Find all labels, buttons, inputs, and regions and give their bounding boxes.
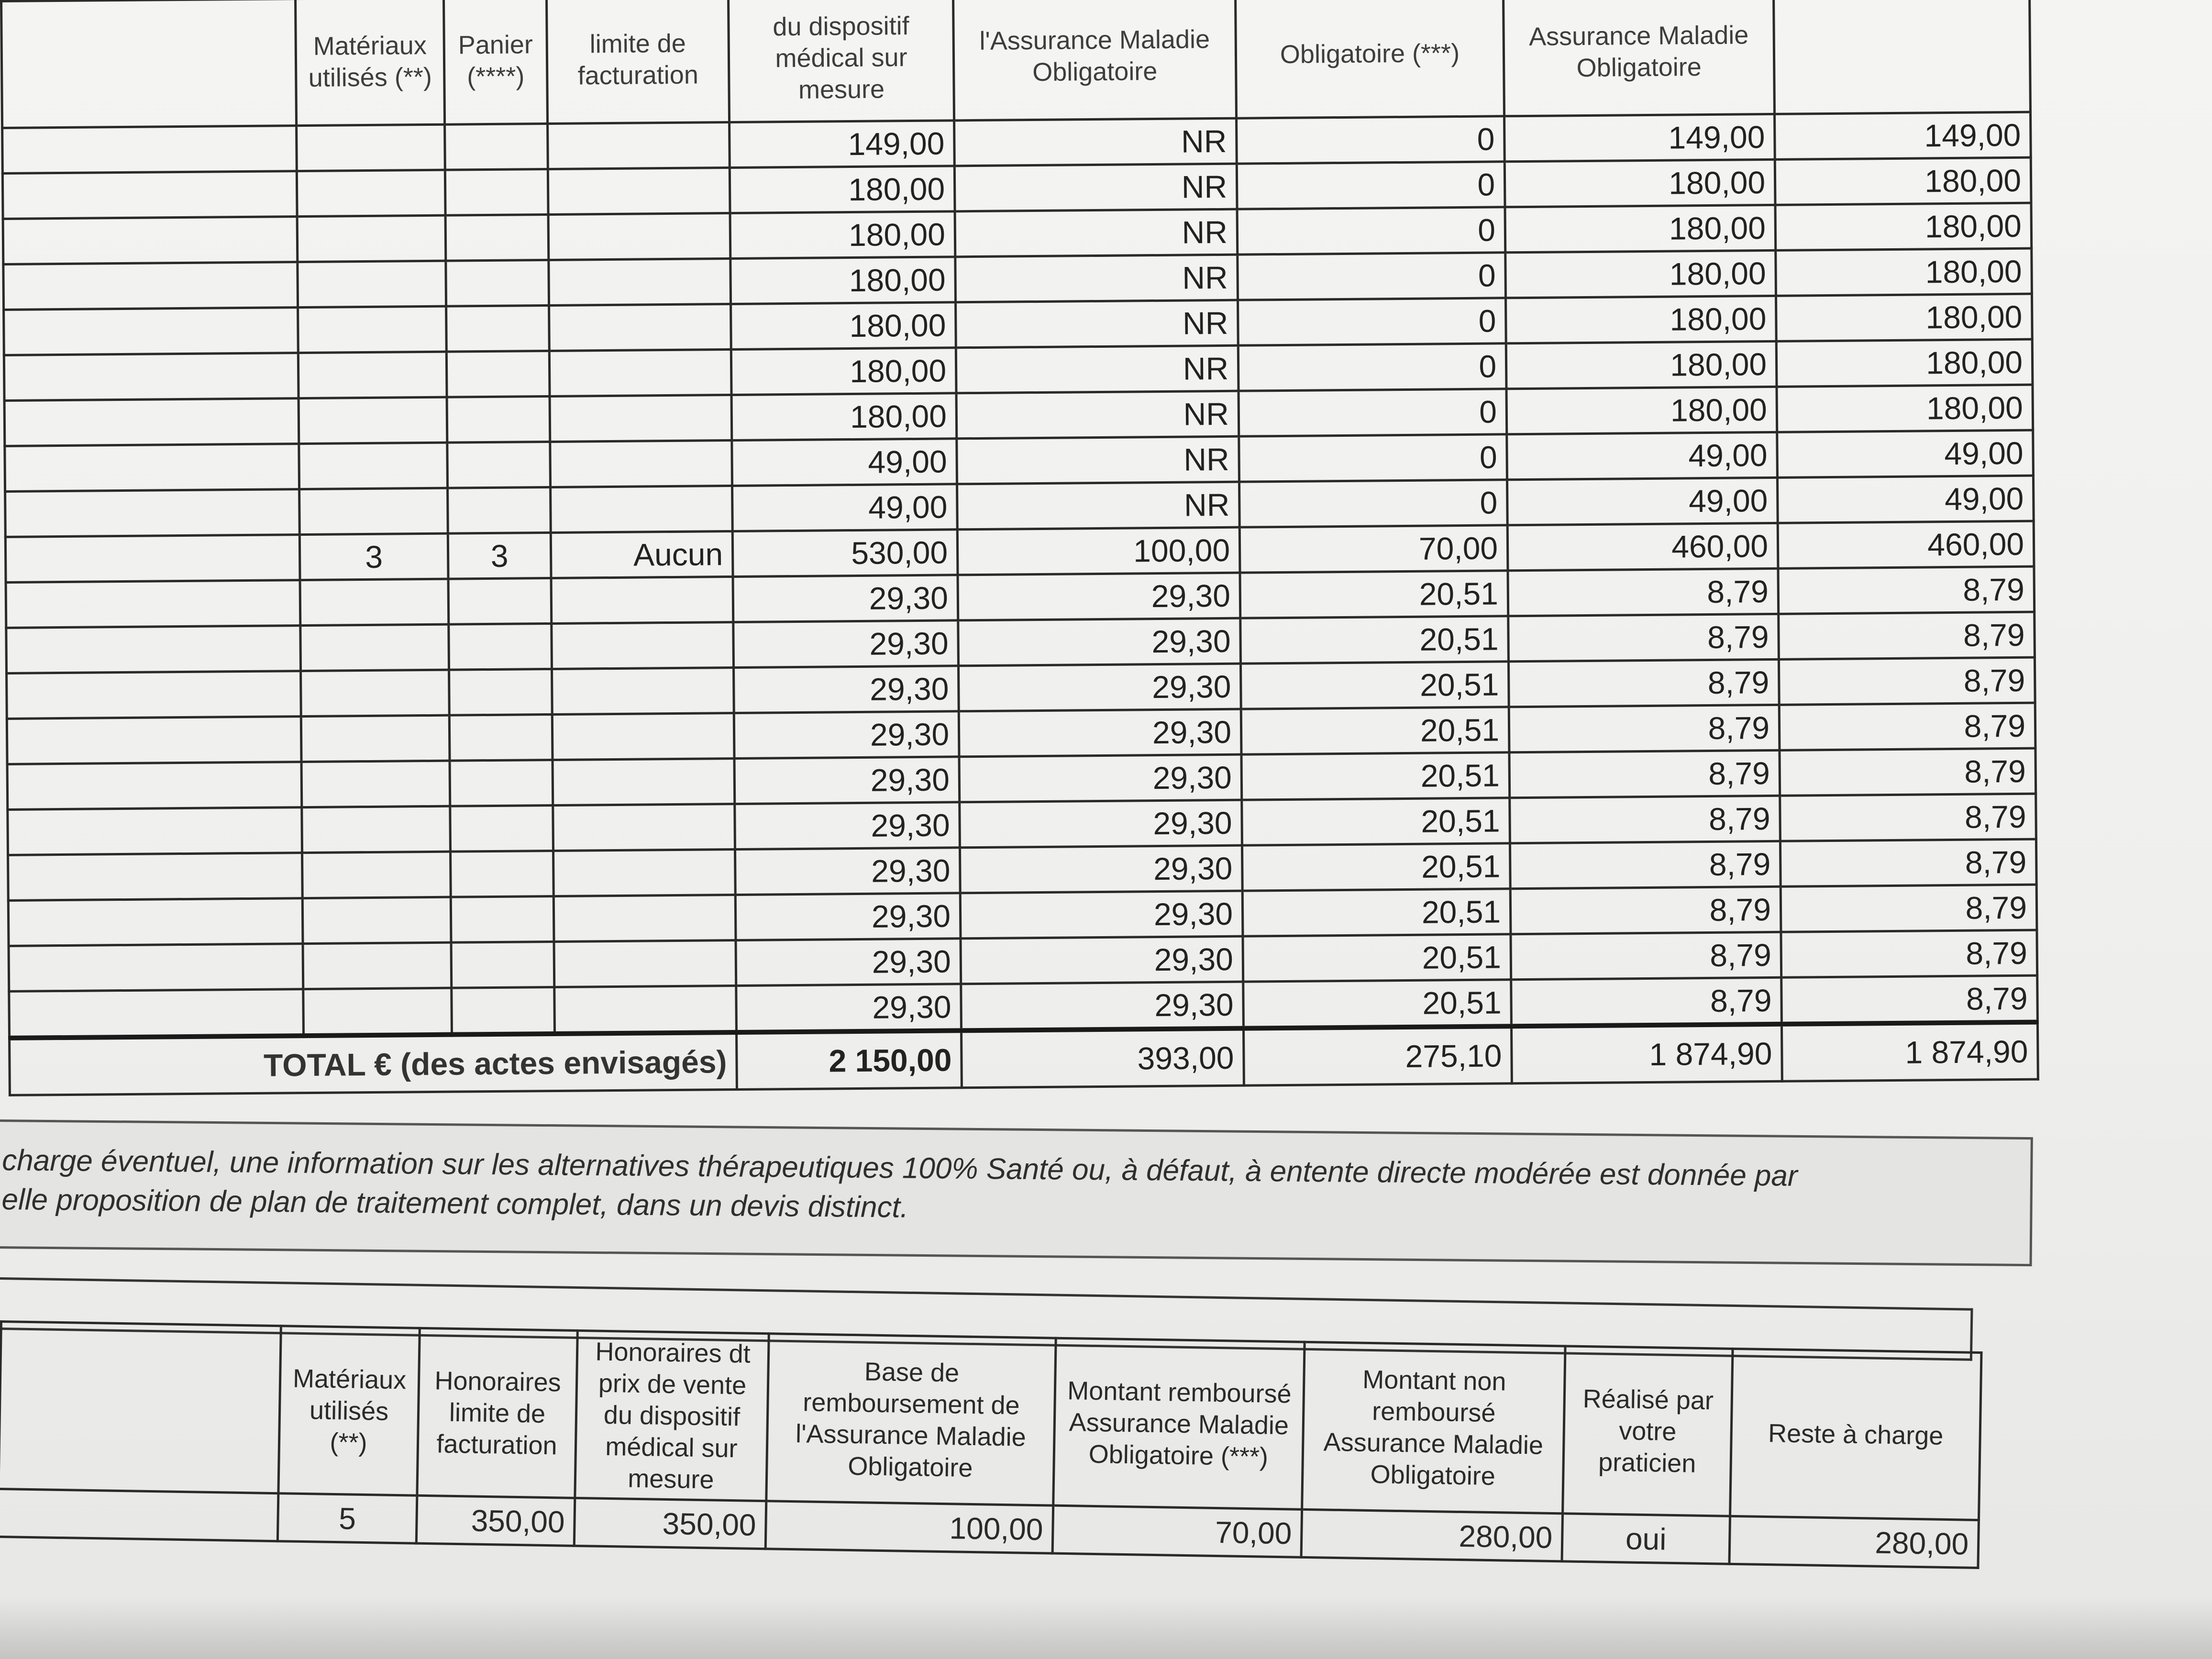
table-cell: 8,79 <box>1781 885 2037 932</box>
table-cell <box>302 806 451 852</box>
table-cell <box>5 444 299 492</box>
header-cell: Matériaux utilisés (**) <box>278 1326 420 1496</box>
table-cell <box>5 489 300 537</box>
table-cell: oui <box>1562 1514 1730 1564</box>
table-cell: 8,79 <box>1781 930 2037 977</box>
header-cell <box>0 1322 281 1493</box>
total-value: 2 150,00 <box>736 1030 962 1089</box>
total-value: 1 874,90 <box>1781 1022 2038 1082</box>
table-cell <box>446 260 549 307</box>
table-cell: 29,30 <box>734 757 960 804</box>
table-cell: 29,30 <box>735 893 961 940</box>
table-cell: 180,00 <box>1505 296 1776 343</box>
table-cell <box>5 535 300 583</box>
table-cell: 180,00 <box>1505 205 1776 252</box>
table-header-row <box>0 1322 1981 1520</box>
total-value: 393,00 <box>961 1029 1244 1088</box>
table-cell: 49,00 <box>732 439 957 486</box>
table-cell <box>298 352 447 398</box>
table-cell: 180,00 <box>730 211 955 259</box>
table-cell <box>449 669 553 715</box>
table-cell <box>550 441 732 487</box>
table-cell: 180,00 <box>1506 387 1777 434</box>
table-cell: 149,00 <box>1504 114 1775 161</box>
table-cell <box>549 259 731 306</box>
table-cell: 29,30 <box>734 711 959 759</box>
table-cell <box>449 714 553 761</box>
table-cell: 29,30 <box>961 936 1243 984</box>
table-cell <box>301 670 450 716</box>
table-cell: 180,00 <box>731 393 957 441</box>
table-cell: 0 <box>1238 253 1506 300</box>
table-cell <box>451 896 554 942</box>
table-cell: 8,79 <box>1509 750 1780 797</box>
table-cell <box>4 353 299 401</box>
table-cell <box>549 304 731 351</box>
table-cell: 70,00 <box>1052 1505 1302 1557</box>
table-cell <box>3 217 298 265</box>
header-cell: Honoraires limite de facturation <box>417 1328 577 1498</box>
table-cell: 49,00 <box>732 484 958 531</box>
table-cell <box>553 758 735 805</box>
table-cell <box>452 987 555 1034</box>
table-cell <box>9 989 304 1038</box>
table-cell <box>6 626 301 674</box>
table-cell: 350,00 <box>574 1498 766 1548</box>
table-cell <box>302 897 451 943</box>
table-cell <box>297 170 445 216</box>
table-cell: 20,51 <box>1242 798 1510 845</box>
table-cell: 8,79 <box>1508 614 1779 661</box>
header-cell: Obligatoire (***) <box>1235 0 1504 118</box>
notice-line: elle proposition de plan de traitement complet, dans un devis distinct. <box>1 1183 909 1224</box>
alternative-quote-table <box>0 1320 1982 1569</box>
table-cell: NR <box>956 345 1239 393</box>
table-cell <box>8 807 302 855</box>
table-cell: 180,00 <box>1776 248 2032 296</box>
table-cell <box>303 988 452 1036</box>
table-cell <box>553 849 736 896</box>
header-cell <box>1773 0 2030 114</box>
table-cell: 20,51 <box>1243 934 1511 982</box>
table-cell <box>298 306 447 353</box>
table-cell <box>548 168 730 215</box>
header-cell: Base de remboursement de l'Assurance Maladie Obligatoire <box>766 1334 1056 1505</box>
table-cell <box>4 398 299 446</box>
table-cell <box>7 717 301 764</box>
table-cell: 0 <box>1238 343 1506 391</box>
table-cell: 149,00 <box>1774 112 2031 159</box>
header-cell: Réalisé par votre praticien <box>1563 1346 1733 1516</box>
table-cell: NR <box>957 482 1240 530</box>
table-cell: 8,79 <box>1508 568 1779 616</box>
table-cell <box>300 579 449 625</box>
table-header-row <box>1 0 2031 128</box>
table-cell <box>2 171 297 219</box>
table-cell: 29,30 <box>959 754 1242 802</box>
table-cell: 20,51 <box>1241 707 1509 754</box>
table-cell <box>552 667 734 714</box>
table-cell: 20,51 <box>1241 752 1510 800</box>
table-cell: 180,00 <box>1506 341 1777 388</box>
notice-line: charge éventuel, une information sur les alternatives thérapeutiques 100% Santé ou, à défaut, à entente directe modérée est donnée par <box>1 1144 1798 1193</box>
table-cell <box>445 215 549 261</box>
table-cell <box>553 895 736 941</box>
header-cell: Panier (****) <box>443 0 547 124</box>
table-cell <box>449 623 552 670</box>
table-cell: 29,30 <box>960 891 1243 939</box>
table-cell <box>8 898 303 946</box>
table-cell: 0 <box>1237 116 1505 164</box>
table-cell: 180,00 <box>731 348 956 395</box>
table-cell: 350,00 <box>416 1495 575 1546</box>
header-cell: du dispositif médical sur mesure <box>728 0 954 122</box>
table-cell <box>301 761 450 807</box>
table-cell <box>300 624 449 671</box>
table-cell <box>2 126 297 174</box>
table-cell <box>548 122 730 169</box>
table-cell: NR <box>954 118 1237 166</box>
table-cell: 20,51 <box>1240 662 1509 709</box>
table-cell: 8,79 <box>1510 796 1781 843</box>
table-cell <box>451 941 554 988</box>
table-cell <box>298 261 446 307</box>
table-cell: 180,00 <box>1775 157 2031 205</box>
header-cell: Montant non remboursé Assurance Maladie Obligatoire <box>1302 1342 1565 1514</box>
table-cell: 29,30 <box>961 982 1244 1030</box>
table-cell: 530,00 <box>732 530 958 577</box>
table-cell: 180,00 <box>730 166 955 213</box>
table-cell: 20,51 <box>1240 616 1509 664</box>
table-cell: 8,79 <box>1780 794 2036 841</box>
table-cell: 29,30 <box>735 802 960 850</box>
table-cell <box>450 760 553 806</box>
table-cell: 0 <box>1239 480 1507 527</box>
table-cell <box>299 488 448 534</box>
table-cell <box>446 306 550 352</box>
table-cell <box>297 215 446 262</box>
table-cell: 29,30 <box>733 620 959 668</box>
table-cell: 0 <box>1239 434 1507 482</box>
total-value: 275,10 <box>1243 1026 1512 1085</box>
table-cell: 29,30 <box>734 666 959 713</box>
table-cell: 49,00 <box>1507 432 1778 479</box>
table-cell: 180,00 <box>730 257 956 304</box>
table-cell: 180,00 <box>1777 385 2033 432</box>
table-cell <box>445 169 548 216</box>
table-cell: 8,79 <box>1509 705 1780 752</box>
header-cell: Honoraires dt prix de vente du dispositif médical sur mesure <box>575 1330 769 1501</box>
table-cell <box>450 805 553 852</box>
table-cell: 29,30 <box>960 845 1242 893</box>
table-cell <box>6 580 300 628</box>
information-notice <box>0 1119 2033 1266</box>
table-cell <box>446 351 550 398</box>
table-cell <box>451 851 554 897</box>
table-cell: 29,30 <box>733 575 958 622</box>
table-cell <box>448 578 552 624</box>
table-cell: 20,51 <box>1242 843 1510 891</box>
table-cell <box>299 442 448 489</box>
table-cell: 180,00 <box>1776 294 2032 341</box>
table-cell: 8,79 <box>1510 886 1781 934</box>
table-cell: 8,79 <box>1781 975 2038 1024</box>
table-cell: 70,00 <box>1239 525 1508 573</box>
header-cell: Assurance Maladie Obligatoire <box>1503 0 1774 116</box>
table-cell: 0 <box>1239 389 1507 436</box>
table-cell: 0 <box>1238 298 1506 345</box>
table-cell <box>447 442 551 488</box>
header-cell: Montant remboursé Assurance Maladie Obligatoire (***) <box>1053 1338 1305 1509</box>
table-cell: 3 <box>448 532 551 579</box>
table-cell: 29,30 <box>736 984 962 1032</box>
total-value: 1 874,90 <box>1511 1024 1782 1084</box>
table-cell: NR <box>957 436 1239 484</box>
table-cell: 280,00 <box>1301 1509 1563 1561</box>
table-cell: 8,79 <box>1778 566 2035 614</box>
table-cell: 3 <box>299 533 448 580</box>
table-cell: 29,30 <box>735 848 960 895</box>
table-cell: 280,00 <box>1729 1516 1979 1568</box>
header-cell: Matériaux utilisés (**) <box>296 0 445 126</box>
table-cell <box>551 486 733 533</box>
table-cell: 8,79 <box>1779 703 2035 750</box>
table-cell: 180,00 <box>1504 159 1775 207</box>
table-cell: 8,79 <box>1779 612 2035 659</box>
table-cell: 49,00 <box>1777 430 2034 477</box>
table-cell: 20,51 <box>1243 980 1512 1029</box>
table-cell: 8,79 <box>1508 659 1779 707</box>
table-cell: 49,00 <box>1777 476 2034 523</box>
table-cell: 5 <box>277 1493 417 1544</box>
table-cell: 29,30 <box>960 800 1242 848</box>
table-cell <box>299 397 447 443</box>
table-cell <box>4 308 299 355</box>
header-cell: limite de facturation <box>546 0 729 124</box>
table-cell <box>7 762 302 810</box>
header-cell: Reste à charge <box>1730 1349 1981 1520</box>
table-cell: 20,51 <box>1242 889 1511 936</box>
table-cell <box>445 124 548 170</box>
header-cell: l'Assurance Maladie Obligatoire <box>953 0 1236 121</box>
table-cell: 460,00 <box>1507 523 1778 570</box>
table-cell <box>550 395 732 442</box>
table-cell: NR <box>954 164 1237 211</box>
table-cell <box>552 622 734 669</box>
photo-shadow <box>0 1598 2212 1659</box>
table-cell: 29,30 <box>958 664 1241 711</box>
table-cell: NR <box>955 209 1238 257</box>
table-cell: NR <box>955 254 1238 302</box>
table-cell: 29,30 <box>958 573 1240 620</box>
table-cell <box>301 715 450 762</box>
table-cell <box>7 671 301 719</box>
table-cell: 180,00 <box>731 302 956 350</box>
table-cell <box>8 853 303 901</box>
table-cell <box>302 852 451 898</box>
table-cell <box>448 487 551 533</box>
table-cell: 100,00 <box>957 527 1240 575</box>
table-cell <box>303 942 452 989</box>
table-cell: 100,00 <box>765 1501 1053 1553</box>
table-cell: Aucun <box>551 531 733 578</box>
table-cell: 8,79 <box>1779 657 2035 705</box>
table-cell: 149,00 <box>730 121 955 168</box>
table-cell <box>549 350 731 397</box>
table-cell <box>548 213 730 260</box>
total-label: TOTAL € (des actes envisagés) <box>10 1032 737 1095</box>
table-cell: 29,30 <box>959 709 1241 757</box>
table-cell <box>0 1489 278 1541</box>
table-cell: 460,00 <box>1778 521 2034 568</box>
table-cell <box>554 985 737 1033</box>
table-cell: 8,79 <box>1511 932 1781 979</box>
table-cell: NR <box>956 300 1239 348</box>
table-cell <box>551 577 733 624</box>
table-cell: 180,00 <box>1775 203 2032 250</box>
table-cell <box>447 397 550 443</box>
table-cell: 20,51 <box>1240 571 1508 618</box>
header-cell <box>1 0 297 128</box>
table-cell: 8,79 <box>1510 841 1781 888</box>
table-cell: 180,00 <box>1505 250 1776 298</box>
table-cell: 49,00 <box>1507 477 1778 525</box>
table-cell: 8,79 <box>1780 839 2036 886</box>
table-cell: 0 <box>1237 162 1505 209</box>
table-cell: 180,00 <box>1776 339 2033 387</box>
table-cell <box>3 262 298 310</box>
table-cell: 0 <box>1237 207 1505 254</box>
table-cell: NR <box>956 391 1239 439</box>
table-cell: 8,79 <box>1780 748 2036 796</box>
table-cell <box>9 944 303 992</box>
table-cell <box>554 940 736 987</box>
table-cell <box>552 713 734 760</box>
table-cell: 8,79 <box>1511 977 1782 1026</box>
table-cell: 29,30 <box>958 618 1241 666</box>
table-cell <box>553 804 735 851</box>
table-cell <box>297 124 445 171</box>
table-cell: 29,30 <box>736 939 961 986</box>
